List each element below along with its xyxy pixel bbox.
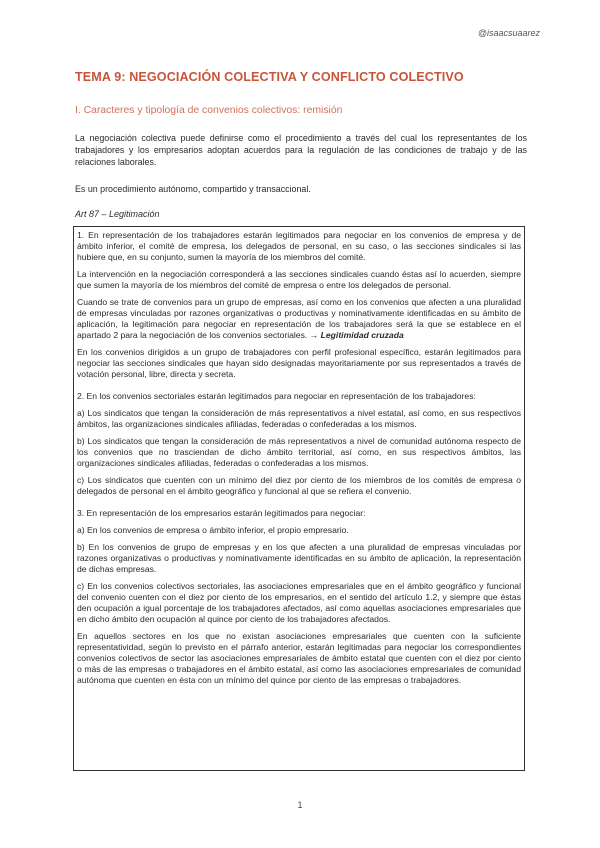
box-paragraph: 1. En representación de los trabajadores estarán legitimados para negociar en los convenios de empresa y de ámbito inferior, el comité de empresa, los delegados de personal, en su caso, o las secciones sindicales si las hubiere que, en su conjunto, sumen la mayoría de los miembros del comité.: [77, 230, 521, 262]
intro-paragraph-2: Es un procedimiento autónomo, compartido y transaccional.: [75, 184, 311, 194]
page-number: 1: [297, 800, 303, 810]
box-paragraph: [77, 297, 521, 341]
box-paragraph: c) Los sindicatos que cuenten con un mínimo del diez por ciento de los miembros de los comités de empresa o delegados de personal en el ámbito geográfico y funcional al que se refiera el convenio.: [77, 475, 521, 496]
article-text-box: [73, 226, 525, 771]
box-paragraph-text: Cuando se trate de convenios para un grupo de empresas, así como en los convenios que afecten a una pluralidad de empresas vinculadas por razones organizativas o productivas y nominativamente identificadas en su ámbito de aplicación, la legitimación para negociar en representación de los trabajadores será la que se establece en el apartado 2 para la negociación de los convenios sectoriales.: [77, 297, 521, 340]
box-paragraph: b) En los convenios de grupo de empresas y en los que afecten a una pluralidad de empresas vinculadas por razones organizativas o productivas y nominativamente identificadas en su ámbito de aplicación, la representación de dichas empresas.: [77, 542, 521, 574]
box-paragraph: En aquellos sectores en los que no existan asociaciones empresariales que cuenten con la suficiente representatividad, según lo previsto en el párrafo anterior, estarán legitimadas para negociar los correspondientes convenios colectivos de sector las asociaciones empresariales de ámbito estatal que cuenten con el diez por ciento o más de las empresas o trabajadores en el ámbito estatal, así como las asociaciones empresariales de comunidad autónoma que cuenten en ésta con un mínimo del quince por ciento de las empresas o trabajadores.: [77, 631, 521, 685]
section-heading: I. Caracteres y tipología de convenios colectivos: remisión: [75, 105, 343, 116]
author-handle: @isaacsuaarez: [477, 28, 540, 38]
box-paragraph: En los convenios dirigidos a un grupo de trabajadores con perfil profesional específico, estarán legitimados para negociar las secciones sindicales que hayan sido designadas mayoritariamente por sus representados a través de votación personal, libre, directa y secreta.: [77, 347, 521, 379]
box-paragraph: b) Los sindicatos que tengan la consideración de más representativos a nivel de comunidad autónoma respecto de los convenios que no trasciendan de dicho ámbito territorial, así como, en sus respectivos ámbitos, las organizaciones sindicales afiliadas, federadas o confederadas a los mismos.: [77, 436, 521, 468]
box-paragraph: La intervención en la negociación corresponderá a las secciones sindicales cuando éstas así lo acuerden, siempre que sumen la mayoría de los miembros del comité de empresa o entre los delegados de personal.: [77, 269, 521, 290]
box-paragraph: 2. En los convenios sectoriales estarán legitimados para negociar en representación de los trabajadores:: [77, 391, 476, 401]
page-title: TEMA 9: NEGOCIACIÓN COLECTIVA Y CONFLICTO COLECTIVO: [75, 70, 464, 84]
box-paragraph: a) Los sindicatos que tengan la consideración de más representativos a nivel estatal, así como, en sus respectivos ámbitos, las organizaciones sindicales afiliadas, federadas o confederadas a los mismos.: [77, 408, 521, 429]
article-heading: Art 87 – Legitimación: [75, 209, 160, 219]
box-paragraph: 3. En representación de los empresarios estarán legitimados para negociar:: [77, 508, 366, 518]
intro-paragraph-1: La negociación colectiva puede definirse como el procedimiento a través del cual los representantes de los trabajadores y los empresarios adoptan acuerdos para la regulación de las condiciones de trabajo y de las relaciones laborales.: [75, 133, 527, 168]
arrow-text: →: [307, 330, 321, 340]
emphasis-text: Legitimidad cruzada: [320, 330, 404, 340]
box-paragraph: a) En los convenios de empresa o ámbito inferior, el propio empresario.: [77, 525, 349, 535]
box-paragraph: c) En los convenios colectivos sectoriales, las asociaciones empresariales que en el ámbito geográfico y funcional del convenio cuenten con el diez por ciento de los empresarios, en el sentido del artículo 1.2, y siempre que éstas den ocupación a igual porcentaje de los trabajadores afectados, así como aquellas asociaciones empresariales que en dicho ámbito den ocupación al quince por ciento de los trabajadores afectados.: [77, 581, 521, 624]
